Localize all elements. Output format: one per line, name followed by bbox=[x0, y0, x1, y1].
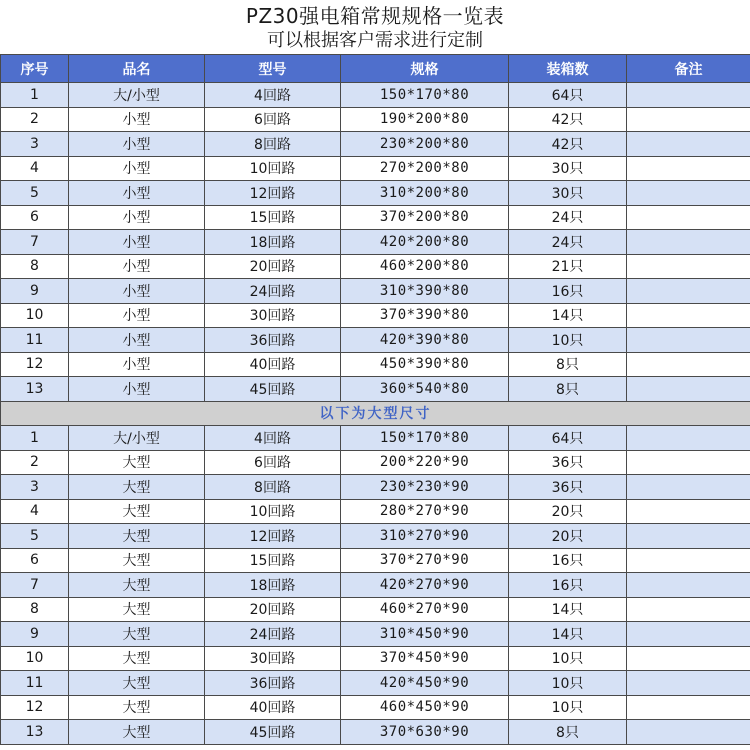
cell-spec: 450*390*80 bbox=[341, 352, 509, 377]
cell-note bbox=[627, 426, 750, 451]
cell-spec: 230*200*80 bbox=[341, 132, 509, 157]
cell-spec: 420*200*80 bbox=[341, 230, 509, 255]
cell-model: 36回路 bbox=[205, 328, 341, 353]
cell-model: 18回路 bbox=[205, 230, 341, 255]
cell-note bbox=[627, 475, 750, 500]
cell-model: 40回路 bbox=[205, 352, 341, 377]
cell-spec: 200*220*90 bbox=[341, 450, 509, 475]
cell-name: 大型 bbox=[69, 671, 205, 696]
cell-index: 12 bbox=[1, 695, 69, 720]
cell-name: 小型 bbox=[69, 352, 205, 377]
cell-index: 8 bbox=[1, 597, 69, 622]
table-row bbox=[1, 450, 750, 475]
table-row bbox=[1, 156, 750, 181]
cell-spec: 230*230*90 bbox=[341, 475, 509, 500]
table-row bbox=[1, 499, 750, 524]
cell-name: 大型 bbox=[69, 720, 205, 745]
cell-model: 36回路 bbox=[205, 671, 341, 696]
cell-qty: 16只 bbox=[509, 548, 627, 573]
table-row bbox=[1, 695, 750, 720]
cell-index: 6 bbox=[1, 205, 69, 230]
cell-note bbox=[627, 181, 750, 206]
cell-index: 10 bbox=[1, 646, 69, 671]
cell-model: 6回路 bbox=[205, 107, 341, 132]
cell-name: 大型 bbox=[69, 573, 205, 598]
cell-name: 小型 bbox=[69, 205, 205, 230]
cell-spec: 370*390*80 bbox=[341, 303, 509, 328]
cell-model: 4回路 bbox=[205, 426, 341, 451]
cell-model: 30回路 bbox=[205, 303, 341, 328]
cell-qty: 16只 bbox=[509, 279, 627, 304]
cell-index: 1 bbox=[1, 83, 69, 108]
cell-name: 小型 bbox=[69, 279, 205, 304]
cell-note bbox=[627, 720, 750, 745]
cell-index: 5 bbox=[1, 181, 69, 206]
cell-index: 4 bbox=[1, 156, 69, 181]
table-row bbox=[1, 205, 750, 230]
cell-spec: 370*270*90 bbox=[341, 548, 509, 573]
cell-name: 大型 bbox=[69, 597, 205, 622]
cell-note bbox=[627, 254, 750, 279]
cell-model: 8回路 bbox=[205, 475, 341, 500]
cell-model: 15回路 bbox=[205, 205, 341, 230]
cell-model: 24回路 bbox=[205, 279, 341, 304]
cell-name: 大型 bbox=[69, 695, 205, 720]
table-row bbox=[1, 303, 750, 328]
cell-model: 45回路 bbox=[205, 720, 341, 745]
table-row bbox=[1, 230, 750, 255]
cell-index: 2 bbox=[1, 107, 69, 132]
cell-name: 大/小型 bbox=[69, 83, 205, 108]
cell-spec: 190*200*80 bbox=[341, 107, 509, 132]
cell-spec: 360*540*80 bbox=[341, 377, 509, 402]
cell-qty: 42只 bbox=[509, 132, 627, 157]
cell-qty: 24只 bbox=[509, 230, 627, 255]
cell-spec: 370*630*90 bbox=[341, 720, 509, 745]
cell-note bbox=[627, 671, 750, 696]
cell-qty: 30只 bbox=[509, 156, 627, 181]
cell-model: 12回路 bbox=[205, 524, 341, 549]
cell-model: 20回路 bbox=[205, 254, 341, 279]
header-name: 品名 bbox=[69, 55, 205, 83]
table-row bbox=[1, 279, 750, 304]
cell-qty: 10只 bbox=[509, 671, 627, 696]
header-qty: 装箱数 bbox=[509, 55, 627, 83]
cell-index: 13 bbox=[1, 377, 69, 402]
small-size-rows bbox=[1, 83, 750, 402]
cell-spec: 310*200*80 bbox=[341, 181, 509, 206]
cell-spec: 460*270*90 bbox=[341, 597, 509, 622]
cell-qty: 30只 bbox=[509, 181, 627, 206]
large-size-rows bbox=[1, 426, 750, 745]
table-row bbox=[1, 352, 750, 377]
cell-index: 11 bbox=[1, 671, 69, 696]
cell-name: 小型 bbox=[69, 156, 205, 181]
header-index: 序号 bbox=[1, 55, 69, 83]
cell-qty: 10只 bbox=[509, 695, 627, 720]
cell-name: 大型 bbox=[69, 499, 205, 524]
cell-note bbox=[627, 646, 750, 671]
cell-index: 7 bbox=[1, 230, 69, 255]
cell-model: 24回路 bbox=[205, 622, 341, 647]
cell-qty: 14只 bbox=[509, 303, 627, 328]
cell-qty: 20只 bbox=[509, 499, 627, 524]
cell-note bbox=[627, 548, 750, 573]
cell-note bbox=[627, 205, 750, 230]
cell-qty: 8只 bbox=[509, 352, 627, 377]
section-divider bbox=[1, 401, 750, 426]
table-header-row bbox=[1, 55, 750, 83]
table-row bbox=[1, 475, 750, 500]
cell-note bbox=[627, 622, 750, 647]
page-subtitle: 可以根据客户需求进行定制 bbox=[267, 30, 483, 51]
table-row bbox=[1, 573, 750, 598]
cell-index: 6 bbox=[1, 548, 69, 573]
cell-index: 4 bbox=[1, 499, 69, 524]
cell-name: 大型 bbox=[69, 475, 205, 500]
cell-spec: 420*270*90 bbox=[341, 573, 509, 598]
cell-index: 10 bbox=[1, 303, 69, 328]
cell-index: 11 bbox=[1, 328, 69, 353]
cell-index: 7 bbox=[1, 573, 69, 598]
cell-name: 大/小型 bbox=[69, 426, 205, 451]
cell-name: 大型 bbox=[69, 548, 205, 573]
cell-note bbox=[627, 156, 750, 181]
cell-note bbox=[627, 132, 750, 157]
cell-note bbox=[627, 377, 750, 402]
table-row bbox=[1, 181, 750, 206]
cell-spec: 150*170*80 bbox=[341, 426, 509, 451]
cell-spec: 370*200*80 bbox=[341, 205, 509, 230]
cell-note bbox=[627, 230, 750, 255]
cell-model: 20回路 bbox=[205, 597, 341, 622]
table-row bbox=[1, 671, 750, 696]
cell-model: 18回路 bbox=[205, 573, 341, 598]
title-block bbox=[0, 0, 750, 54]
cell-name: 小型 bbox=[69, 107, 205, 132]
cell-qty: 36只 bbox=[509, 475, 627, 500]
cell-qty: 64只 bbox=[509, 83, 627, 108]
cell-model: 6回路 bbox=[205, 450, 341, 475]
cell-index: 9 bbox=[1, 622, 69, 647]
header-model: 型号 bbox=[205, 55, 341, 83]
cell-index: 12 bbox=[1, 352, 69, 377]
cell-qty: 14只 bbox=[509, 622, 627, 647]
section-label: 以下为大型尺寸 bbox=[1, 401, 750, 426]
cell-index: 5 bbox=[1, 524, 69, 549]
cell-spec: 310*270*90 bbox=[341, 524, 509, 549]
cell-qty: 21只 bbox=[509, 254, 627, 279]
cell-spec: 420*390*80 bbox=[341, 328, 509, 353]
cell-note bbox=[627, 328, 750, 353]
cell-spec: 150*170*80 bbox=[341, 83, 509, 108]
cell-model: 12回路 bbox=[205, 181, 341, 206]
cell-name: 大型 bbox=[69, 450, 205, 475]
table-row bbox=[1, 646, 750, 671]
cell-qty: 20只 bbox=[509, 524, 627, 549]
cell-qty: 8只 bbox=[509, 720, 627, 745]
cell-name: 小型 bbox=[69, 377, 205, 402]
cell-model: 4回路 bbox=[205, 83, 341, 108]
header-note: 备注 bbox=[627, 55, 750, 83]
table-row bbox=[1, 597, 750, 622]
cell-model: 30回路 bbox=[205, 646, 341, 671]
cell-index: 3 bbox=[1, 132, 69, 157]
table-row bbox=[1, 524, 750, 549]
cell-spec: 370*450*90 bbox=[341, 646, 509, 671]
cell-note bbox=[627, 450, 750, 475]
cell-index: 2 bbox=[1, 450, 69, 475]
table-row bbox=[1, 548, 750, 573]
cell-model: 8回路 bbox=[205, 132, 341, 157]
table-row bbox=[1, 328, 750, 353]
header-spec: 规格 bbox=[341, 55, 509, 83]
cell-spec: 460*200*80 bbox=[341, 254, 509, 279]
cell-name: 大型 bbox=[69, 646, 205, 671]
cell-qty: 42只 bbox=[509, 107, 627, 132]
cell-qty: 8只 bbox=[509, 377, 627, 402]
cell-model: 10回路 bbox=[205, 499, 341, 524]
table-row bbox=[1, 132, 750, 157]
cell-name: 小型 bbox=[69, 254, 205, 279]
cell-name: 小型 bbox=[69, 181, 205, 206]
table-row bbox=[1, 720, 750, 745]
cell-spec: 310*390*80 bbox=[341, 279, 509, 304]
table-row bbox=[1, 254, 750, 279]
cell-name: 小型 bbox=[69, 230, 205, 255]
cell-name: 大型 bbox=[69, 622, 205, 647]
spec-table bbox=[0, 54, 750, 745]
cell-spec: 420*450*90 bbox=[341, 671, 509, 696]
cell-index: 1 bbox=[1, 426, 69, 451]
cell-note bbox=[627, 107, 750, 132]
cell-model: 40回路 bbox=[205, 695, 341, 720]
cell-note bbox=[627, 279, 750, 304]
cell-index: 9 bbox=[1, 279, 69, 304]
cell-note bbox=[627, 352, 750, 377]
cell-spec: 280*270*90 bbox=[341, 499, 509, 524]
cell-note bbox=[627, 524, 750, 549]
cell-name: 小型 bbox=[69, 328, 205, 353]
cell-qty: 14只 bbox=[509, 597, 627, 622]
page-title: PZ30强电箱常规规格一览表 bbox=[245, 4, 505, 28]
table-row bbox=[1, 83, 750, 108]
cell-model: 10回路 bbox=[205, 156, 341, 181]
cell-note bbox=[627, 573, 750, 598]
cell-qty: 24只 bbox=[509, 205, 627, 230]
cell-note bbox=[627, 83, 750, 108]
table-row bbox=[1, 426, 750, 451]
cell-qty: 36只 bbox=[509, 450, 627, 475]
cell-qty: 16只 bbox=[509, 573, 627, 598]
cell-spec: 460*450*90 bbox=[341, 695, 509, 720]
cell-qty: 10只 bbox=[509, 646, 627, 671]
cell-spec: 310*450*90 bbox=[341, 622, 509, 647]
cell-index: 13 bbox=[1, 720, 69, 745]
cell-index: 3 bbox=[1, 475, 69, 500]
cell-qty: 64只 bbox=[509, 426, 627, 451]
table-row bbox=[1, 107, 750, 132]
table-row bbox=[1, 377, 750, 402]
table-row bbox=[1, 622, 750, 647]
cell-name: 大型 bbox=[69, 524, 205, 549]
cell-note bbox=[627, 597, 750, 622]
section-row bbox=[1, 401, 750, 426]
cell-model: 15回路 bbox=[205, 548, 341, 573]
cell-qty: 10只 bbox=[509, 328, 627, 353]
cell-note bbox=[627, 303, 750, 328]
cell-note bbox=[627, 499, 750, 524]
cell-index: 8 bbox=[1, 254, 69, 279]
cell-note bbox=[627, 695, 750, 720]
cell-name: 小型 bbox=[69, 132, 205, 157]
cell-model: 45回路 bbox=[205, 377, 341, 402]
cell-name: 小型 bbox=[69, 303, 205, 328]
cell-spec: 270*200*80 bbox=[341, 156, 509, 181]
